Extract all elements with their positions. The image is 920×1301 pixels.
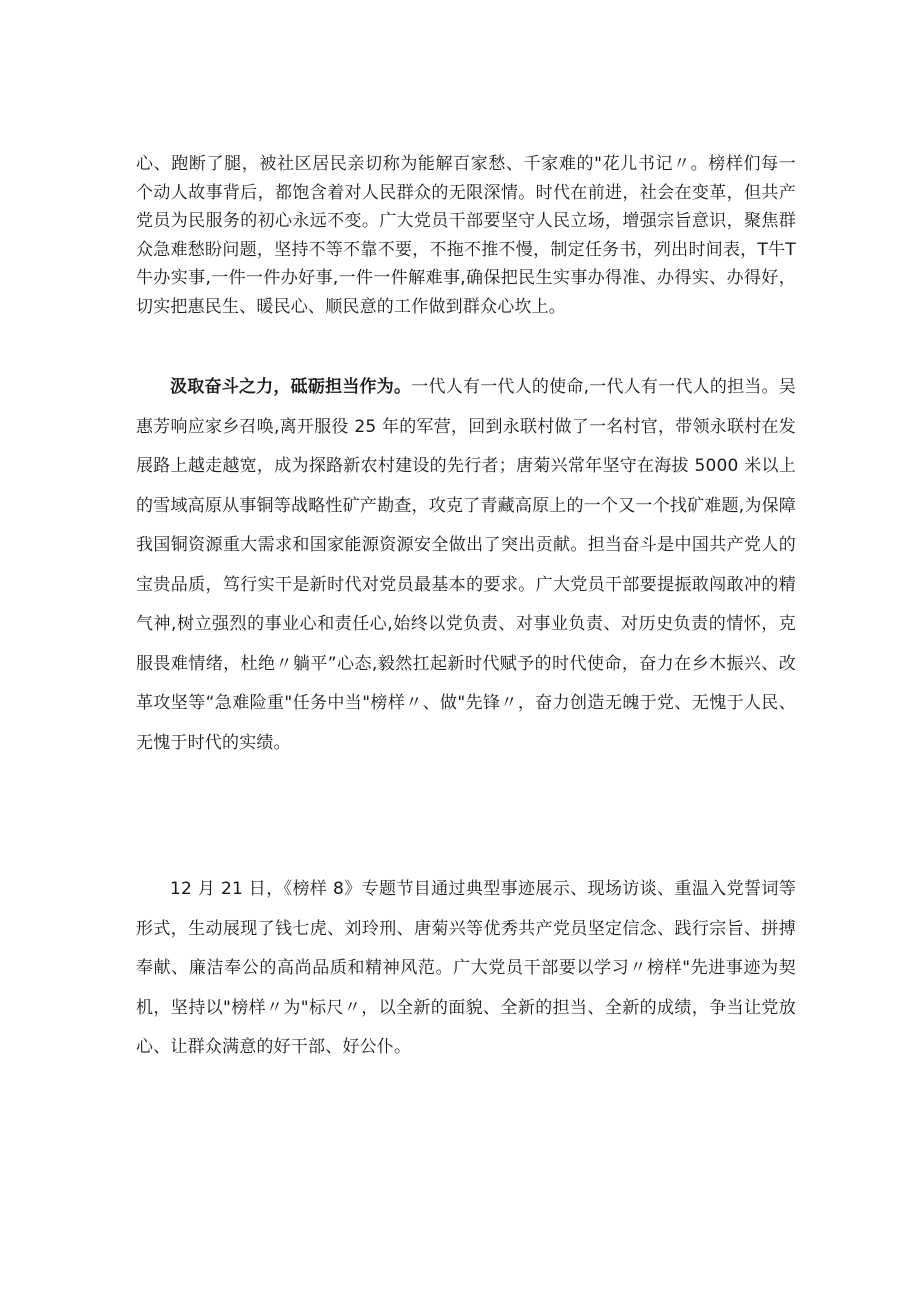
paragraph-2-body: 一代人有一代人的使命,一代人有一代人的担当。吴惠芳响应家乡召唤,离开服役 25 年的军营，回到永联村做了一名村官，带领永联村在发展路上越走越宽，成为探路新农村建设的先行者；唐菊兴常年坚守在海拔 5000 米以上的雪域高原从事铜等战略性矿产勘查，攻克了青藏高原上的一个又一个找矿难题,为保障我国铜资源重大需求和国家能源资源安全做出了突出贡献。担当奋斗是中国共产党人的宝贵品质，笃行实干是新时代对党员最基本的要求。广大党员干部要提振敢闯敢冲的精气神,树立强烈的事业心和责任心,始终以党负责、对事业负责、对历史负责的情怀，克服畏难情绪，杜绝〃躺平”心态,毅然扛起新时代赋予的时代使命，奋力在乡木振兴、改革攻坚等“急难险重"任务中当"榜样〃、做"先锋〃，奋力创造无魄于党、无愧于人民、无愧于时代的实绩。	[136, 377, 796, 753]
paragraph-2	[136, 368, 796, 763]
paragraph-3: 12 月 21 日，《榜样 8》专题节目通过典型事迹展示、现场访谈、重温入党誓词等形式，生动展现了钱七虎、刘玲刑、唐菊兴等优秀共产党员坚定信念、践行宗旨、拼搏奉献、廉洁奉公的高尚品质和精神风范。广大党员干部要以学习〃榜样"先进事迹为契机，坚持以"榜样〃为"标尺〃，以全新的面貌、全新的担当、全新的成绩，争当让党放心、让群众满意的好干部、好公仆。	[136, 879, 796, 1057]
paragraph-2-lead: 汲取奋斗之力，砥砺担当作为。	[170, 377, 412, 397]
paragraph-1: 心、跑断了腿，被社区居民亲切称为能解百家愁、千家难的"花儿书记〃。榜样们每一个动人故事背后，都饱含着对人民群众的无限深情。时代在前进，社会在变革，但共产党员为民服务的初心永远不变。广大党员干部要坚守人民立场，增强宗旨意识，聚焦群众急难愁盼问题，坚持不等不靠不要，不拖不推不慢，制定任务书，列出时间表，T牛T牛办实事,一件一件办好事,一件一件解难事,确保把民生实事办得准、办得实、办得好，切实把惠民生、暖民心、顺民意的工作做到群众心坎上。	[136, 154, 796, 317]
